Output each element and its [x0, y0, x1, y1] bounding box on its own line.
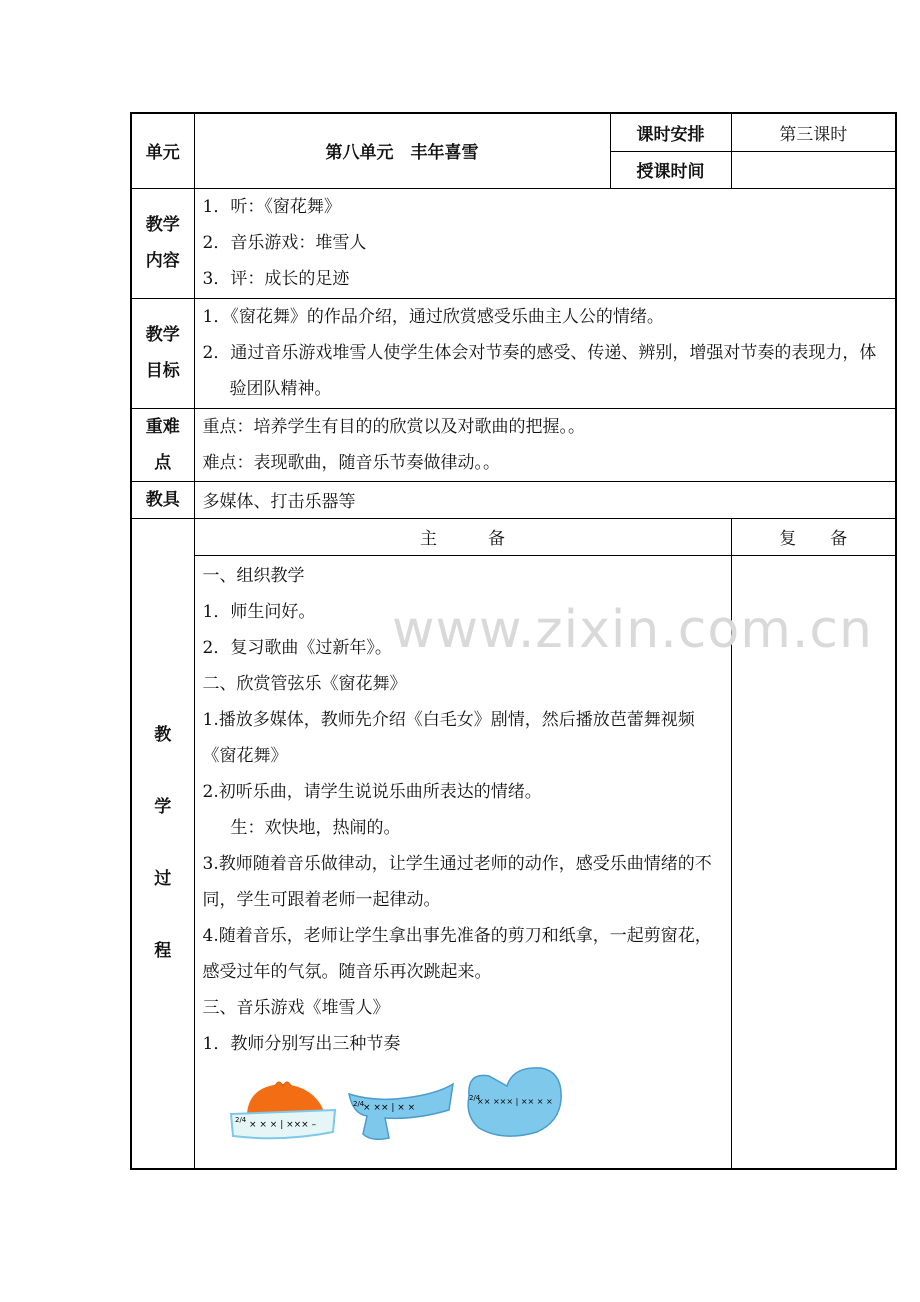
teaching-time-label: 授课时间 — [610, 151, 731, 188]
watermark: www.zixin.com.cn — [392, 600, 873, 660]
content-row — [131, 188, 896, 298]
process-line: 1．师生问好。 — [202, 601, 316, 622]
review-prep-header: 复 备 — [731, 518, 896, 555]
goals-cell — [194, 298, 896, 408]
goals-label-line2: 目标 — [145, 361, 180, 381]
schedule-label: 课时安排 — [610, 113, 731, 151]
focus-label — [131, 408, 194, 481]
content-label-line2: 内容 — [145, 251, 180, 271]
difficulty: 难点：表现歌曲，随音乐节奏做律动。。 — [202, 452, 500, 473]
goal-item: 1．《窗花舞》的作品介绍，通过欣赏感受乐曲主人公的情绪。 — [202, 307, 664, 327]
goal-item: 2．通过音乐游戏堆雪人使学生体会对节奏的感受、传递、辨别，增强对节奏的表现力，体验团队精神。 — [202, 343, 877, 399]
schedule-value: 第三课时 — [731, 113, 896, 151]
process-line: 二、欣赏管弦乐《窗花舞》 — [202, 673, 407, 694]
review-prep-cell — [731, 555, 896, 1169]
header-row — [131, 113, 896, 151]
process-line: 生：欢快地，热闹的。 — [230, 817, 401, 838]
process-line: 三、音乐游戏《堆雪人》 — [202, 997, 390, 1018]
rhythm-meter: 2/4 — [352, 1099, 364, 1108]
main-prep-header: 主 备 — [194, 518, 731, 555]
goals-label — [131, 298, 194, 408]
hat-icon — [247, 1084, 325, 1114]
process-line: 3.教师随着音乐做律动，让学生通过老师的动作，感受乐曲情绪的不同，学生可跟着老师一起律动。 — [202, 853, 712, 910]
focus-label-line1: 重难 — [145, 416, 180, 437]
rhythm-meter: 2/4 — [234, 1115, 246, 1124]
content-cell — [194, 188, 896, 298]
focus-cell — [194, 408, 896, 481]
rhythm-illustrations — [203, 1062, 723, 1148]
process-label — [131, 518, 194, 1169]
rhythm-notes: ×× ××× | ×× × × — [476, 1096, 553, 1106]
process-header-row — [131, 518, 896, 555]
process-line: 4.随着音乐，老师让学生拿出事先准备的剪刀和纸拿，一起剪窗花，感受过年的气氛。随音乐再次跳起来。 — [202, 925, 712, 982]
mitten-rhythm-card — [463, 1066, 567, 1142]
content-item: 3．评：成长的足迹 — [202, 269, 350, 289]
tools-label: 教具 — [131, 481, 194, 518]
tools-row — [131, 481, 896, 518]
rhythm-notes: × ×× | × × — [362, 1102, 415, 1113]
rhythm-meter: 2/4 — [468, 1093, 480, 1102]
lesson-plan-table — [130, 112, 897, 1170]
process-line: 1.播放多媒体，教师先介绍《白毛女》剧情，然后播放芭蕾舞视频《窗花舞》 — [202, 709, 695, 766]
process-label-char: 学 — [154, 797, 172, 818]
tools-value: 多媒体、打击乐器等 — [194, 481, 896, 518]
goals-label-line1: 教学 — [145, 325, 180, 345]
focus-row — [131, 408, 896, 481]
rhythm-notes: × × × | ××× – — [248, 1119, 316, 1130]
process-label-char: 过 — [154, 869, 172, 890]
process-line: 2.初听乐曲，请学生说说乐曲所表达的情绪。 — [202, 781, 542, 802]
unit-title: 第八单元 丰年喜雪 — [194, 113, 610, 188]
goals-row — [131, 298, 896, 408]
main-prep-cell — [194, 555, 731, 1169]
process-label-char: 教 — [154, 725, 172, 746]
process-body-row — [131, 555, 896, 1169]
content-label-line1: 教学 — [145, 215, 180, 235]
teaching-time-value — [731, 151, 896, 188]
focus-label-line2: 点 — [154, 452, 172, 473]
content-item: 1．听：《窗花舞》 — [202, 197, 341, 217]
key-point: 重点：培养学生有目的的欣赏以及对歌曲的把握。。 — [202, 416, 585, 437]
content-label — [131, 188, 194, 298]
content-item: 2．音乐游戏：堆雪人 — [202, 233, 367, 253]
process-label-char: 程 — [154, 941, 172, 962]
process-line: 2．复习歌曲《过新年》。 — [202, 637, 392, 658]
process-line: 1．教师分别写出三种节奏 — [202, 1033, 401, 1054]
unit-label: 单元 — [131, 113, 194, 188]
scarf-rhythm-card — [345, 1080, 457, 1142]
hat-rhythm-card — [227, 1080, 339, 1142]
process-line: 一、组织教学 — [202, 565, 305, 586]
